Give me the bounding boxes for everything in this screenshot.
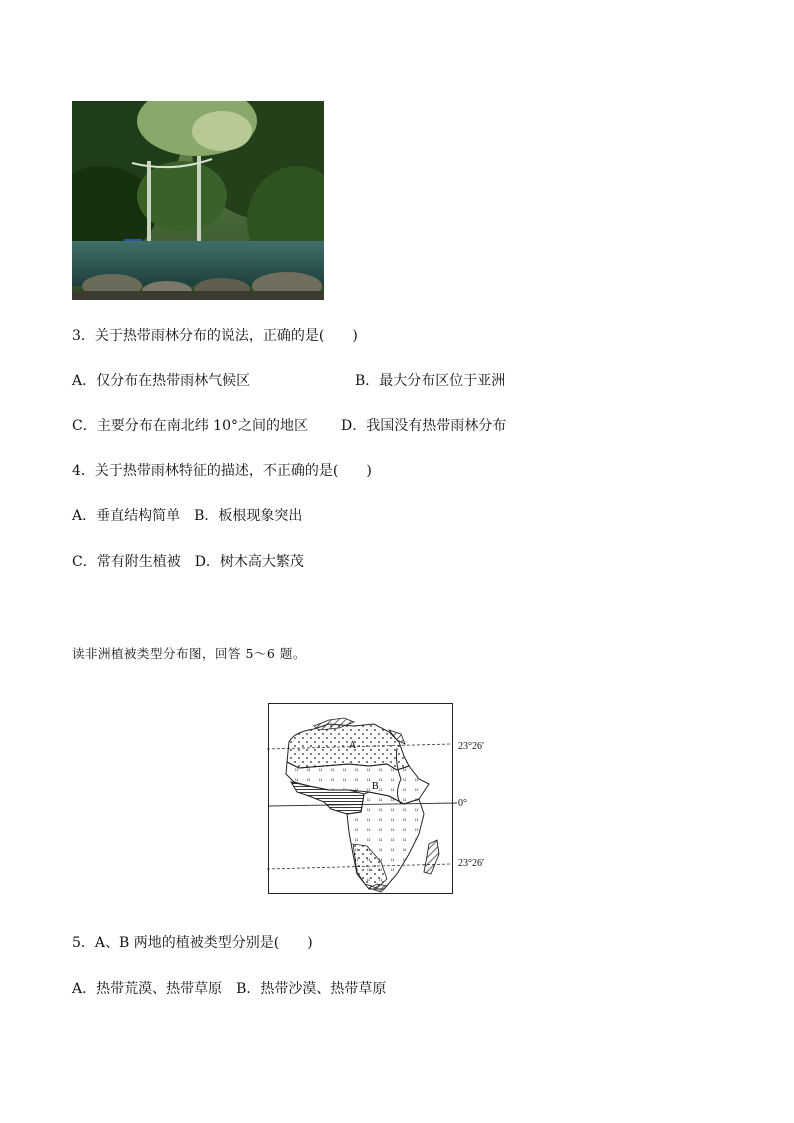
question-3-option-a: A．仅分布在热带雨林气候区 <box>72 373 251 389</box>
question-3-option-b: B．最大分布区位于亚洲 <box>355 373 506 389</box>
question-5-stem: 5．A、B 两地的植被类型分别是( ) <box>72 935 313 951</box>
latitude-south-label: 23°26′ <box>458 858 485 869</box>
africa-map-drawing <box>269 704 451 892</box>
question-3-option-c: C．主要分布在南北纬 10°之间的地区 <box>72 418 308 434</box>
question-3-option-d: D．我国没有热带雨林分布 <box>341 418 507 434</box>
rainforest-image <box>72 101 324 300</box>
africa-vegetation-map <box>268 703 453 894</box>
question-4-options-cd: C．常有附生植被 D．树木高大繁茂 <box>72 554 304 570</box>
map-label-a: A <box>349 740 357 751</box>
latitude-north-label: 23°26′ <box>458 741 485 752</box>
rainforest-photo <box>72 101 324 300</box>
map-intro-text: 读非洲植被类型分布图，回答 5～6 题。 <box>72 646 306 661</box>
question-4-stem: 4．关于热带雨林特征的描述，不正确的是( ) <box>72 463 372 479</box>
question-4-options-ab: A．垂直结构简单 B．板根现象突出 <box>72 508 303 524</box>
question-3-stem: 3．关于热带雨林分布的说法，正确的是( ) <box>72 328 358 344</box>
map-label-b: B <box>372 781 379 792</box>
question-5-options-ab: A．热带荒漠、热带草原 B．热带沙漠、热带草原 <box>72 981 387 997</box>
latitude-equator-label: 0° <box>458 798 467 809</box>
